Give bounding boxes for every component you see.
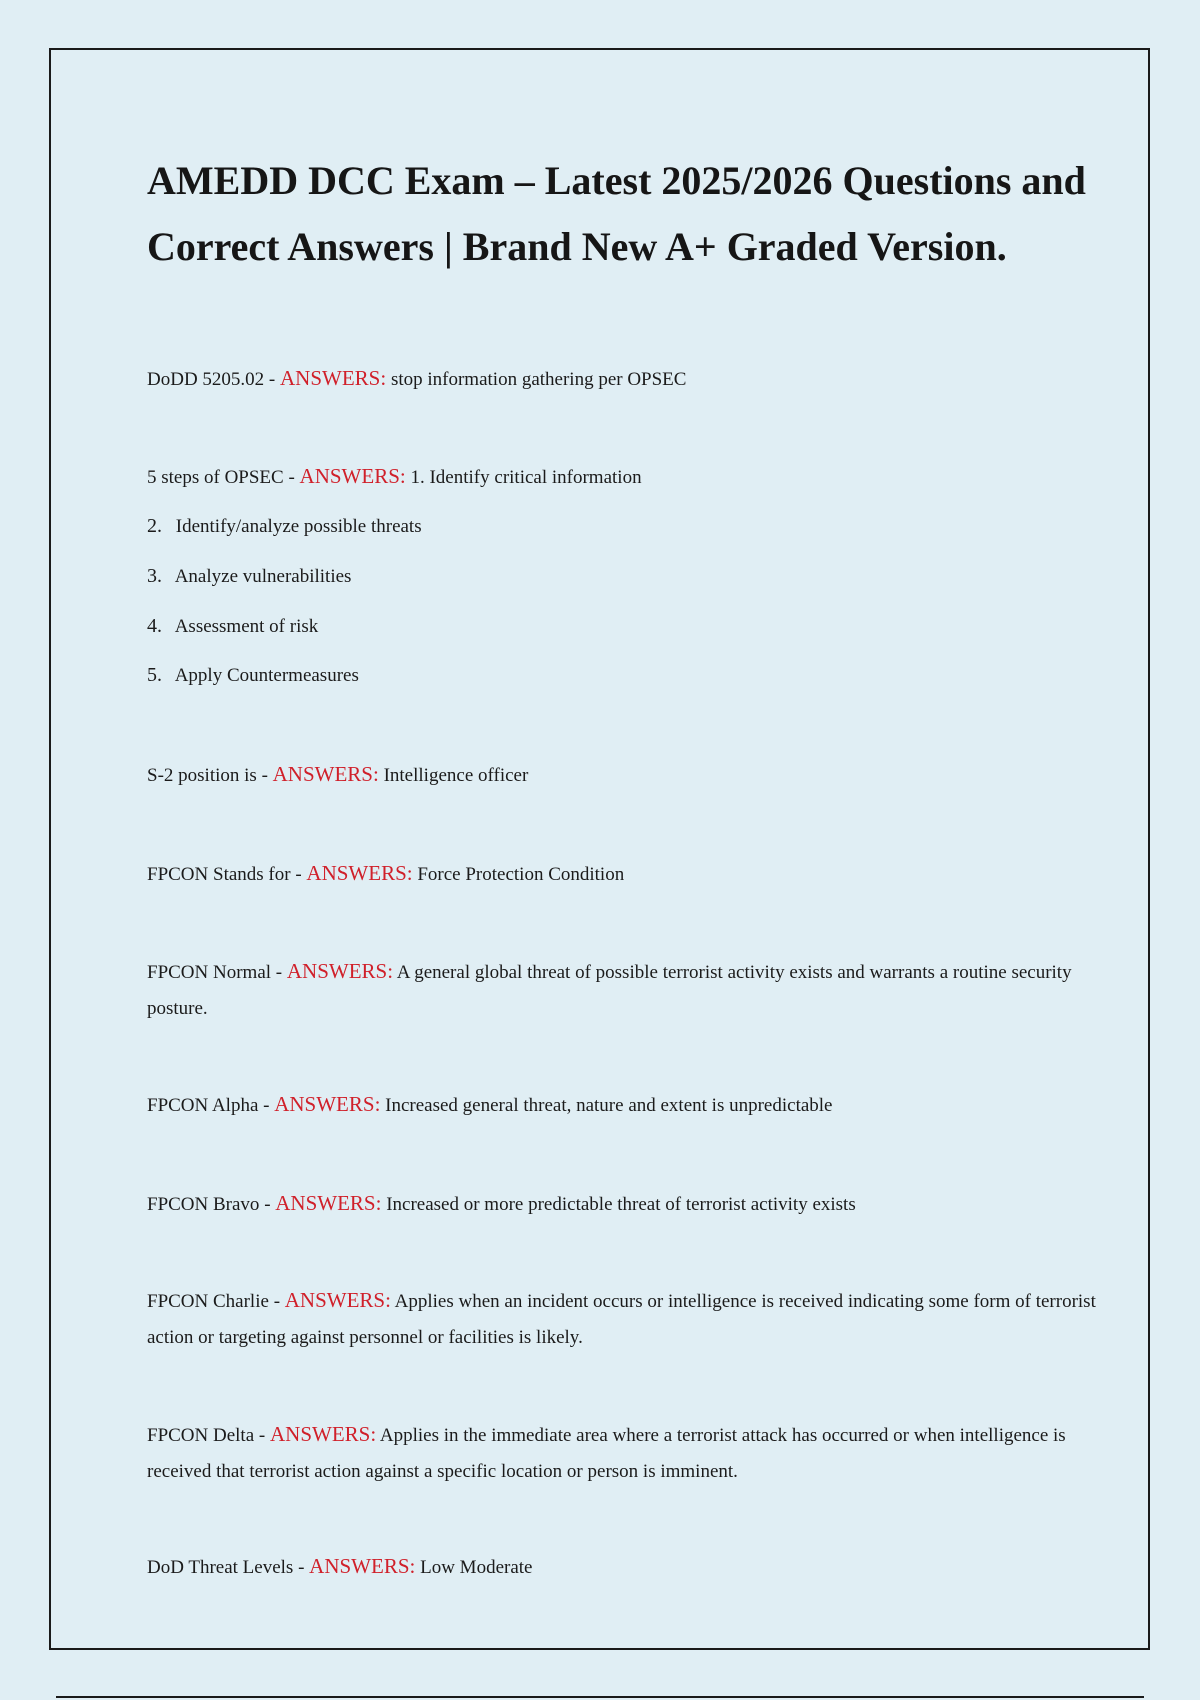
- answers-label: ANSWERS:: [306, 861, 413, 885]
- answers-label: ANSWERS:: [275, 1191, 382, 1215]
- step-text: Identify/analyze possible threats: [175, 516, 422, 537]
- answer-text: stop information gathering per OPSEC: [390, 369, 687, 390]
- answer-text: Low Moderate: [420, 1557, 533, 1578]
- answer-text: Applies in the immediate area where a terrorist attack has occurred or when intelligence is received that terrorist action against a specific location or person is imminent.: [147, 1425, 1066, 1482]
- answers-label: ANSWERS:: [280, 366, 387, 390]
- qa-item: [147, 756, 1097, 794]
- qa-item: [147, 1185, 1097, 1223]
- answers-label: ANSWERS:: [284, 1288, 391, 1312]
- question-text: FPCON Stands for: [147, 864, 291, 885]
- answers-label: ANSWERS:: [299, 464, 406, 488]
- answer-text: Increased or more predictable threat of terrorist activity exists: [386, 1194, 856, 1215]
- document-title: AMEDD DCC Exam – Latest 2025/2026 Questions and Correct Answers | Brand New A+ Graded Version.: [147, 158, 1086, 269]
- qa-item: [147, 1282, 1097, 1356]
- answers-label: ANSWERS:: [272, 762, 379, 786]
- answer-text: Intelligence officer: [383, 765, 529, 786]
- qa-item: [147, 1086, 1097, 1124]
- qa-item: [147, 855, 1097, 893]
- step-number: 4.: [147, 615, 162, 637]
- question-text: S-2 position is: [147, 765, 257, 786]
- qa-item: [147, 1548, 1097, 1586]
- question-text: FPCON Normal: [147, 962, 272, 983]
- answers-label: ANSWERS:: [274, 1092, 381, 1116]
- question-text: FPCON Bravo: [147, 1194, 260, 1215]
- qa-item: [147, 1416, 1097, 1490]
- answer-text: Force Protection Condition: [417, 864, 625, 885]
- separator: -: [256, 765, 273, 786]
- answer-text: Applies when an incident occurs or intelligence is received indicating some form of terrorist action or targeting against personnel or facilities is likely.: [147, 1291, 1096, 1348]
- separator: -: [283, 467, 300, 488]
- opsec-step: [147, 657, 359, 694]
- opsec-step: [147, 608, 318, 645]
- separator: -: [254, 1425, 270, 1446]
- question-text: FPCON Charlie: [147, 1291, 269, 1312]
- question-text: 5 steps of OPSEC: [147, 467, 284, 488]
- opsec-step: [147, 558, 351, 595]
- answers-label: ANSWERS:: [309, 1554, 416, 1578]
- step-text: Apply Countermeasures: [174, 665, 359, 686]
- question-text: DoDD 5205.02: [147, 369, 265, 390]
- next-page-edge: [56, 1696, 1144, 1698]
- question-text: FPCON Alpha: [147, 1095, 259, 1116]
- answer-text: Increased general threat, nature and extent is unpredictable: [385, 1095, 833, 1116]
- question-text: FPCON Delta: [147, 1425, 255, 1446]
- qa-item: [147, 458, 1097, 496]
- step-text: Analyze vulnerabilities: [174, 566, 352, 587]
- answer-text: 1. Identify critical information: [410, 467, 642, 488]
- question-text: DoD Threat Levels: [147, 1557, 294, 1578]
- separator: -: [259, 1194, 276, 1215]
- separator: -: [290, 864, 307, 885]
- qa-item: [147, 953, 1097, 1027]
- step-number: 3.: [147, 565, 162, 587]
- answer-text: A general global threat of possible terrorist activity exists and warrants a routine security posture.: [147, 962, 1072, 1019]
- step-number: 2.: [147, 515, 162, 537]
- answers-label: ANSWERS:: [286, 959, 394, 983]
- answers-label: ANSWERS:: [269, 1422, 377, 1446]
- qa-item: [147, 360, 1097, 398]
- document-page: [49, 48, 1150, 1650]
- step-text: Assessment of risk: [174, 616, 319, 637]
- step-number: 5.: [147, 664, 162, 686]
- separator: -: [264, 369, 280, 390]
- separator: -: [293, 1557, 310, 1578]
- separator: -: [268, 1291, 285, 1312]
- separator: -: [258, 1095, 275, 1116]
- separator: -: [271, 962, 287, 983]
- opsec-step: [147, 508, 422, 545]
